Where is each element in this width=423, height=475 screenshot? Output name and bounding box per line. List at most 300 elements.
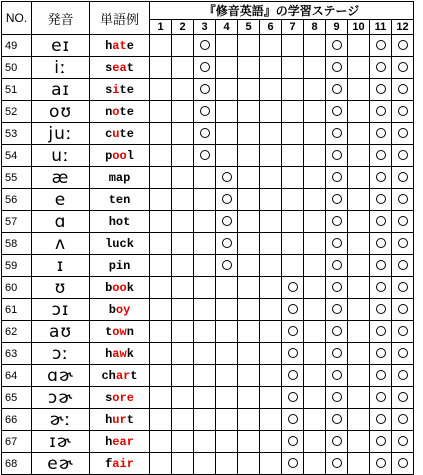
stage-cell-7	[282, 277, 304, 299]
word-segment: t	[105, 324, 113, 339]
stage-cell-3	[194, 343, 216, 365]
table-row	[2, 255, 414, 277]
stage-cell-12	[392, 211, 414, 233]
stage-cell-12	[392, 387, 414, 409]
stage-cell-11	[370, 35, 392, 57]
circle-mark-icon	[200, 106, 210, 116]
header-stages-title: 『修音英語』の学習ステージ	[150, 2, 414, 20]
stage-cell-1	[150, 79, 172, 101]
stage-cell-10	[348, 145, 370, 167]
stage-cell-6	[260, 431, 282, 453]
word-segment: t	[119, 104, 127, 119]
table-row	[2, 145, 414, 167]
word-highlight: ore	[112, 390, 134, 405]
stage-cell-2	[172, 167, 194, 189]
word-highlight: oo	[112, 280, 127, 295]
stage-cell-6	[260, 123, 282, 145]
word-segment: b	[105, 280, 113, 295]
stage-cell-4	[216, 167, 238, 189]
stage-cell-11	[370, 189, 392, 211]
row-number: 52	[2, 101, 32, 123]
word-highlight: oo	[112, 148, 127, 163]
example-word	[90, 211, 150, 233]
stage-cell-6	[260, 211, 282, 233]
circle-mark-icon	[398, 304, 408, 314]
stage-cell-7	[282, 255, 304, 277]
stage-cell-3	[194, 365, 216, 387]
stage-cell-6	[260, 167, 282, 189]
stage-cell-11	[370, 365, 392, 387]
pronunciation-symbol: aɪ	[32, 79, 90, 101]
stage-cell-8	[304, 365, 326, 387]
stage-cell-1	[150, 321, 172, 343]
stage-cell-7	[282, 145, 304, 167]
circle-mark-icon	[200, 40, 210, 50]
stage-cell-6	[260, 321, 282, 343]
stage-cell-4	[216, 255, 238, 277]
circle-mark-icon	[288, 414, 298, 424]
word-segment: ten	[108, 192, 131, 207]
stage-cell-12	[392, 167, 414, 189]
table-row	[2, 233, 414, 255]
row-number: 62	[2, 321, 32, 343]
circle-mark-icon	[288, 348, 298, 358]
word-segment: s	[105, 82, 113, 97]
table-row	[2, 365, 414, 387]
stage-cell-6	[260, 189, 282, 211]
word-highlight: oy	[115, 302, 131, 317]
stage-cell-1	[150, 365, 172, 387]
stage-cell-5	[238, 277, 260, 299]
stage-cell-9	[326, 189, 348, 211]
header-stage-3: 3	[194, 20, 216, 35]
word-highlight: ur	[112, 412, 127, 427]
word-segment: e	[126, 126, 134, 141]
stage-cell-9	[326, 123, 348, 145]
stage-cell-3	[194, 35, 216, 57]
word-segment: e	[126, 82, 134, 97]
circle-mark-icon	[288, 458, 298, 468]
table-row	[2, 453, 414, 475]
stage-cell-7	[282, 409, 304, 431]
table-row	[2, 299, 414, 321]
circle-mark-icon	[288, 304, 298, 314]
table-row	[2, 57, 414, 79]
header-stage-8: 8	[304, 20, 326, 35]
stage-cell-10	[348, 167, 370, 189]
word-segment: h	[105, 412, 113, 427]
example-word	[90, 35, 150, 57]
stage-cell-7	[282, 299, 304, 321]
stage-cell-8	[304, 145, 326, 167]
circle-mark-icon	[332, 370, 342, 380]
stage-cell-2	[172, 101, 194, 123]
stage-cell-3	[194, 233, 216, 255]
stage-cell-5	[238, 145, 260, 167]
word-segment: f	[105, 456, 113, 471]
circle-mark-icon	[398, 128, 408, 138]
stage-cell-5	[238, 233, 260, 255]
stage-cell-2	[172, 453, 194, 475]
example-word	[90, 189, 150, 211]
word-segment: l	[126, 148, 134, 163]
table-row	[2, 211, 414, 233]
stage-cell-1	[150, 145, 172, 167]
word-segment: h	[105, 38, 113, 53]
stage-cell-10	[348, 35, 370, 57]
row-number: 50	[2, 57, 32, 79]
stage-cell-8	[304, 431, 326, 453]
stage-cell-9	[326, 365, 348, 387]
example-word	[90, 255, 150, 277]
circle-mark-icon	[332, 304, 342, 314]
stage-cell-12	[392, 57, 414, 79]
circle-mark-icon	[332, 348, 342, 358]
pronunciation-symbol: e	[32, 189, 90, 211]
stage-cell-12	[392, 123, 414, 145]
circle-mark-icon	[398, 62, 408, 72]
circle-mark-icon	[332, 194, 342, 204]
stage-cell-6	[260, 233, 282, 255]
stage-cell-6	[260, 57, 282, 79]
circle-mark-icon	[398, 326, 408, 336]
stage-cell-11	[370, 255, 392, 277]
word-highlight: i	[112, 82, 120, 97]
stage-cell-8	[304, 453, 326, 475]
header-stage-11: 11	[370, 20, 392, 35]
word-segment: luck	[105, 236, 134, 251]
stage-cell-9	[326, 299, 348, 321]
word-segment: ch	[101, 368, 116, 383]
header-stage-10: 10	[348, 20, 370, 35]
stage-cell-6	[260, 299, 282, 321]
stage-cell-6	[260, 387, 282, 409]
stage-cell-2	[172, 123, 194, 145]
stage-cell-11	[370, 299, 392, 321]
stage-cell-8	[304, 343, 326, 365]
header-stage-9: 9	[326, 20, 348, 35]
stage-cell-9	[326, 101, 348, 123]
stage-cell-1	[150, 299, 172, 321]
word-segment: t	[119, 82, 127, 97]
stage-cell-3	[194, 79, 216, 101]
stage-cell-8	[304, 299, 326, 321]
pronunciation-symbol: ɔɚ	[32, 387, 90, 409]
circle-mark-icon	[332, 282, 342, 292]
stage-cell-1	[150, 409, 172, 431]
row-number: 53	[2, 123, 32, 145]
circle-mark-icon	[376, 326, 386, 336]
circle-mark-icon	[398, 172, 408, 182]
stage-cell-7	[282, 57, 304, 79]
stage-cell-4	[216, 79, 238, 101]
circle-mark-icon	[376, 150, 386, 160]
circle-mark-icon	[376, 304, 386, 314]
example-word	[90, 79, 150, 101]
stage-cell-12	[392, 101, 414, 123]
word-segment: k	[126, 346, 134, 361]
stage-cell-1	[150, 211, 172, 233]
example-word	[90, 123, 150, 145]
stage-cell-8	[304, 211, 326, 233]
circle-mark-icon	[398, 436, 408, 446]
circle-mark-icon	[332, 172, 342, 182]
circle-mark-icon	[398, 84, 408, 94]
word-segment: t	[126, 412, 134, 427]
example-word	[90, 453, 150, 475]
stage-cell-2	[172, 431, 194, 453]
pronunciation-symbol: ʌ	[32, 233, 90, 255]
stage-cell-5	[238, 453, 260, 475]
pronunciation-symbol: uː	[32, 145, 90, 167]
stage-cell-8	[304, 57, 326, 79]
stage-cell-2	[172, 365, 194, 387]
header-pronunciation: 発音	[32, 2, 90, 35]
stage-cell-10	[348, 233, 370, 255]
stage-cell-10	[348, 321, 370, 343]
stage-cell-2	[172, 79, 194, 101]
stage-cell-11	[370, 145, 392, 167]
stage-cell-4	[216, 321, 238, 343]
stage-cell-3	[194, 321, 216, 343]
row-number: 58	[2, 233, 32, 255]
stage-cell-5	[238, 79, 260, 101]
stage-cell-6	[260, 409, 282, 431]
stage-cell-6	[260, 343, 282, 365]
word-segment: h	[105, 346, 113, 361]
stage-cell-3	[194, 387, 216, 409]
table-row	[2, 321, 414, 343]
pronunciation-symbol: ɚː	[32, 409, 90, 431]
word-highlight: ow	[112, 324, 127, 339]
table-row	[2, 343, 414, 365]
circle-mark-icon	[222, 216, 232, 226]
stage-cell-12	[392, 277, 414, 299]
row-number: 59	[2, 255, 32, 277]
pronunciation-symbol: juː	[32, 123, 90, 145]
stage-cell-9	[326, 409, 348, 431]
circle-mark-icon	[398, 150, 408, 160]
example-word	[90, 365, 150, 387]
stage-cell-2	[172, 211, 194, 233]
circle-mark-icon	[398, 370, 408, 380]
stage-cell-1	[150, 277, 172, 299]
stage-cell-4	[216, 277, 238, 299]
stage-cell-9	[326, 277, 348, 299]
stage-cell-12	[392, 79, 414, 101]
stage-cell-10	[348, 255, 370, 277]
circle-mark-icon	[332, 414, 342, 424]
circle-mark-icon	[222, 194, 232, 204]
word-segment: n	[105, 104, 113, 119]
stage-cell-7	[282, 167, 304, 189]
stage-cell-1	[150, 343, 172, 365]
stage-cell-1	[150, 255, 172, 277]
circle-mark-icon	[332, 260, 342, 270]
stage-cell-10	[348, 79, 370, 101]
word-segment: h	[105, 434, 113, 449]
stage-cell-2	[172, 387, 194, 409]
pronunciation-symbol: ɔɪ	[32, 299, 90, 321]
stage-cell-10	[348, 189, 370, 211]
stage-cell-3	[194, 409, 216, 431]
stage-cell-9	[326, 79, 348, 101]
stage-cell-1	[150, 233, 172, 255]
circle-mark-icon	[332, 84, 342, 94]
pronunciation-symbol: iː	[32, 57, 90, 79]
stage-cell-11	[370, 277, 392, 299]
row-number: 65	[2, 387, 32, 409]
header-stage-12: 12	[392, 20, 414, 35]
stage-cell-5	[238, 255, 260, 277]
stage-cell-9	[326, 431, 348, 453]
stage-cell-3	[194, 299, 216, 321]
example-word	[90, 409, 150, 431]
word-segment: s	[105, 60, 113, 75]
circle-mark-icon	[332, 436, 342, 446]
circle-mark-icon	[222, 172, 232, 182]
stage-cell-11	[370, 409, 392, 431]
header-stage-7: 7	[282, 20, 304, 35]
stage-cell-6	[260, 145, 282, 167]
stage-cell-7	[282, 101, 304, 123]
circle-mark-icon	[376, 458, 386, 468]
circle-mark-icon	[222, 260, 232, 270]
stage-cell-1	[150, 57, 172, 79]
stage-cell-8	[304, 409, 326, 431]
word-segment: s	[105, 390, 113, 405]
table-row	[2, 101, 414, 123]
circle-mark-icon	[376, 84, 386, 94]
word-highlight: aw	[112, 346, 127, 361]
pronunciation-symbol: ɪɚ	[32, 431, 90, 453]
stage-cell-12	[392, 431, 414, 453]
circle-mark-icon	[376, 282, 386, 292]
circle-mark-icon	[332, 40, 342, 50]
row-number: 61	[2, 299, 32, 321]
word-highlight: air	[112, 456, 134, 471]
word-segment: c	[105, 126, 113, 141]
circle-mark-icon	[376, 216, 386, 226]
circle-mark-icon	[398, 260, 408, 270]
circle-mark-icon	[200, 62, 210, 72]
circle-mark-icon	[288, 326, 298, 336]
stage-cell-12	[392, 233, 414, 255]
row-number: 54	[2, 145, 32, 167]
stage-cell-11	[370, 453, 392, 475]
stage-cell-11	[370, 79, 392, 101]
stage-cell-5	[238, 189, 260, 211]
circle-mark-icon	[398, 194, 408, 204]
stage-cell-11	[370, 211, 392, 233]
word-highlight: ea	[112, 60, 127, 75]
table-row	[2, 123, 414, 145]
table-row	[2, 79, 414, 101]
example-word	[90, 233, 150, 255]
circle-mark-icon	[288, 370, 298, 380]
stage-cell-10	[348, 277, 370, 299]
table-row	[2, 277, 414, 299]
word-segment: map	[108, 170, 131, 185]
stage-cell-7	[282, 365, 304, 387]
stage-cell-7	[282, 453, 304, 475]
pronunciation-symbol: eɚ	[32, 453, 90, 475]
pronunciation-symbol: eɪ	[32, 35, 90, 57]
stage-cell-10	[348, 431, 370, 453]
stage-cell-4	[216, 343, 238, 365]
stage-cell-4	[216, 453, 238, 475]
row-number: 66	[2, 409, 32, 431]
stage-cell-12	[392, 299, 414, 321]
pronunciation-symbol: ɑɚ	[32, 365, 90, 387]
row-number: 64	[2, 365, 32, 387]
stage-cell-5	[238, 387, 260, 409]
stage-cell-4	[216, 101, 238, 123]
circle-mark-icon	[376, 40, 386, 50]
table-body	[2, 35, 414, 475]
stage-cell-2	[172, 409, 194, 431]
table-row	[2, 189, 414, 211]
stage-cell-8	[304, 123, 326, 145]
stage-cell-4	[216, 35, 238, 57]
word-segment: t	[119, 126, 127, 141]
stage-cell-4	[216, 431, 238, 453]
stage-cell-4	[216, 387, 238, 409]
stage-cell-10	[348, 409, 370, 431]
table-row	[2, 167, 414, 189]
stage-cell-3	[194, 431, 216, 453]
pronunciation-symbol: oʊ	[32, 101, 90, 123]
table-row	[2, 387, 414, 409]
stage-cell-6	[260, 101, 282, 123]
stage-cell-12	[392, 321, 414, 343]
learning-stage-table	[1, 1, 414, 475]
example-word	[90, 387, 150, 409]
stage-cell-9	[326, 145, 348, 167]
word-segment: n	[126, 324, 134, 339]
row-number: 51	[2, 79, 32, 101]
circle-mark-icon	[376, 128, 386, 138]
circle-mark-icon	[398, 238, 408, 248]
circle-mark-icon	[376, 414, 386, 424]
word-segment: e	[126, 104, 134, 119]
circle-mark-icon	[398, 216, 408, 226]
example-word	[90, 57, 150, 79]
stage-cell-3	[194, 277, 216, 299]
stage-cell-1	[150, 167, 172, 189]
stage-cell-6	[260, 79, 282, 101]
row-number: 68	[2, 453, 32, 475]
stage-cell-5	[238, 343, 260, 365]
circle-mark-icon	[332, 150, 342, 160]
example-word	[90, 101, 150, 123]
word-segment: e	[126, 38, 134, 53]
pronunciation-symbol: aʊ	[32, 321, 90, 343]
stage-cell-5	[238, 299, 260, 321]
stage-cell-7	[282, 387, 304, 409]
stage-cell-8	[304, 101, 326, 123]
stage-cell-4	[216, 211, 238, 233]
stage-cell-1	[150, 35, 172, 57]
circle-mark-icon	[332, 62, 342, 72]
stage-cell-6	[260, 365, 282, 387]
stage-cell-11	[370, 57, 392, 79]
stage-cell-2	[172, 343, 194, 365]
circle-mark-icon	[376, 436, 386, 446]
stage-cell-2	[172, 233, 194, 255]
header-stage-6: 6	[260, 20, 282, 35]
stage-cell-7	[282, 79, 304, 101]
